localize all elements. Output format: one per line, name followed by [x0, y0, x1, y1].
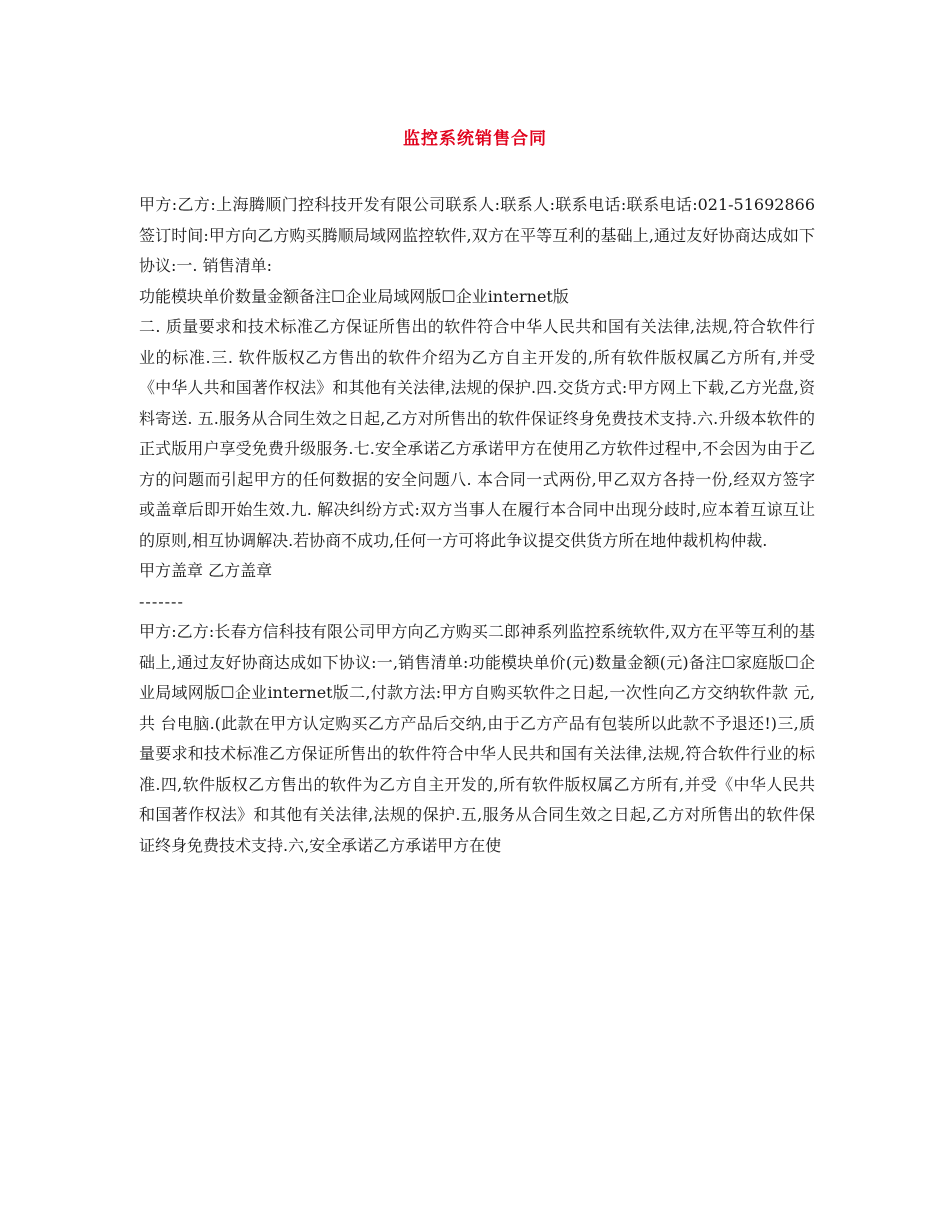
paragraph-signatures: 甲方盖章 乙方盖章: [139, 561, 273, 580]
paragraph-contract-1-terms: 二. 质量要求和技术标准乙方保证所售出的软件符合中华人民共和国有关法律,法规,符合软件行业的标准.三. 软件版权乙方售出的软件介绍为乙方自主开发的,所有软件版权属乙方所有,并受《中华人共和国著作权法》和其他有关法律,法规的保护.四.交货方式:甲方网上下载,乙方光盘,资料寄送. 五.服务从合同生效之日起,乙方对所售出的软件保证终身免费技术支持.六.升级本软件的正式版用户享受免费升级服务.七.安全承诺乙方承诺甲方在使用乙方软件过程中,不会因为由于乙方的问题而引起甲方的任何数据的安全问题八. 本合同一式两份,甲乙双方各持一份,经双方签字或盖章后即开始生效.九. 解决纠纷方式:双方当事人在履行本合同中出现分歧时,应本着互谅互让的原则,相互协调解决.若协商不成功,任何一方可将此争议提交供货方所在地仲裁机构仲裁.: [139, 317, 815, 550]
document-title: 监控系统销售合同: [403, 129, 547, 149]
document-body: [139, 190, 815, 861]
paragraph-contract-2: 甲方:乙方:长春方信科技有限公司甲方向乙方购买二郎神系列监控系统软件,双方在平等互利的基础上,通过友好协商达成如下协议:一,销售清单:功能模块单价(元)数量金额(元)备注☐家庭版☐企业局域网版☐企业internet版二,付款方法:甲方自购买软件之日起,一次性向乙方交纳软件款 元,共 台电脑.(此款在甲方认定购买乙方产品后交纳,由于乙方产品有包装所以此款不予退还!)三,质量要求和技术标准乙方保证所售出的软件符合中华人民共和国有关法律,法规,符合软件行业的标准.四,软件版权乙方售出的软件为乙方自主开发的,所有软件版权属乙方所有,并受《中华人民共和国著作权法》和其他有关法律,法规的保护.五,服务从合同生效之日起,乙方对所售出的软件保证终身免费技术支持.六,安全承诺乙方承诺甲方在使: [139, 622, 815, 855]
separator-line: -------: [139, 591, 184, 611]
paragraph-contract-1-items: 功能模块单价数量金额备注☐企业局域网版☐企业internet版: [139, 286, 569, 306]
paragraph-contract-1-intro: 甲方:乙方:上海腾顺门控科技开发有限公司联系人:联系人:联系电话:联系电话:021-51692866签订时间:甲方向乙方购买腾顺局域网监控软件,双方在平等互利的基础上,通过友好协商达成如下协议:一. 销售清单:: [139, 195, 815, 275]
